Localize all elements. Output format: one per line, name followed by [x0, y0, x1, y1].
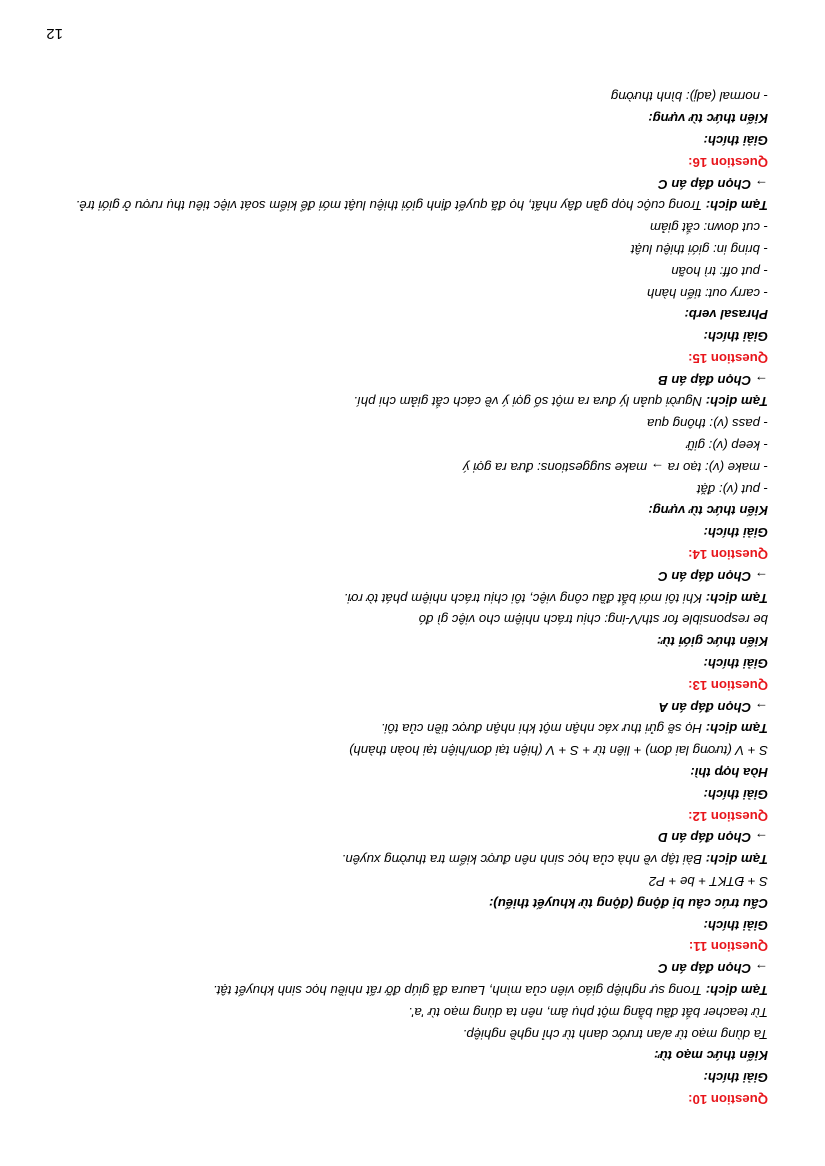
bold-line: Giải thích: — [703, 917, 768, 933]
bold-line: Kiến thức giới từ: — [656, 634, 768, 650]
bold-line: Kiến thức từ vựng: — [648, 503, 768, 519]
translation-text: Họ sẽ gửi thư xác nhận một khi nhận được tiền của tôi. — [380, 721, 706, 737]
bold-line: Giải thích: — [703, 1070, 768, 1086]
translation-text: Trong cuộc họp gần đây nhất, họ đã quyết định giới thiệu luật mới để kiểm soát việc tiêu thụ rượu ở giới trẻ. — [75, 198, 706, 214]
answer-explanations — [56, 86, 768, 1110]
translation-label: Tạm dịch: — [705, 394, 768, 410]
translation-label: Tạm dịch: — [705, 198, 768, 214]
translation-text: Bài tập về nhà của học sinh nên được kiểm tra thường xuyên. — [341, 852, 706, 868]
translation-label: Tạm dịch: — [705, 721, 768, 737]
text-line: - make (v): tạo ra → make suggestions: đưa ra gợi ý — [462, 459, 768, 475]
text-line: Từ teacher bắt đầu bằng một phụ âm, nên ta dùng mạo từ 'a'. — [408, 1004, 768, 1020]
bold-line: Kiến thức từ vựng: — [648, 111, 768, 127]
translation-line — [56, 979, 768, 1001]
translation-line — [56, 848, 768, 870]
translation-line — [56, 718, 768, 740]
question-heading: Question 14: — [688, 547, 768, 563]
bold-line: Cấu trúc câu bị động (động từ khuyết thiếu): — [488, 895, 768, 911]
bold-line: Hòa hợp thì: — [690, 765, 768, 781]
bold-line: Giải thích: — [703, 656, 768, 672]
bold-line: → Chọn đáp án C — [658, 568, 768, 584]
question-heading: Question 10: — [688, 1092, 768, 1107]
bold-line: Giải thích: — [703, 786, 768, 802]
text-line: Ta dùng mạo từ a/an trước danh từ chỉ nghề nghiệp. — [462, 1026, 768, 1042]
text-line: - pass (v): thông qua — [647, 416, 768, 432]
translation-label: Tạm dịch: — [705, 852, 768, 868]
text-line: - cut down: cắt giảm — [649, 220, 768, 236]
bold-line: Giải thích: — [703, 329, 768, 345]
translation-text: Khi tôi mới bắt đầu công việc, tôi chịu trách nhiệm phát tờ rơi. — [343, 590, 706, 606]
text-line: - normal (adj): bình thường — [610, 89, 768, 105]
question-heading: Question 15: — [688, 350, 768, 366]
text-line: S + V (tương lai đơn) + liên từ + S + V (hiện tại đơn/hiện tại hoàn thành) — [349, 743, 768, 759]
question-heading: Question 13: — [688, 677, 768, 693]
bold-line: → Chọn đáp án C — [658, 176, 768, 192]
text-line: - put off: trì hoãn — [671, 263, 768, 279]
text-line: - put (v): đặt — [696, 481, 768, 497]
question-heading: Question 12: — [688, 808, 768, 824]
text-line: - bring in: giới thiệu luật — [631, 241, 768, 257]
text-line: - keep (v): giữ — [686, 438, 768, 454]
translation-line — [56, 587, 768, 609]
translation-line — [56, 195, 768, 217]
question-heading: Question 16: — [688, 154, 768, 170]
translation-text: Người quản lý đưa ra một số gợi ý về cách cắt giảm chi phí. — [353, 394, 706, 410]
bold-line: Giải thích: — [703, 132, 768, 148]
translation-text: Trong sự nghiệp giáo viên của mình, Laura đã giúp đỡ rất nhiều học sinh khuyết tật. — [213, 983, 706, 999]
question-heading: Question 11: — [688, 939, 768, 955]
text-line: be responsible for sth/V-ing: chịu trách nhiệm cho việc gì đó — [418, 612, 768, 628]
text-line: - carry out: tiến hành — [647, 285, 768, 301]
text-line: S + ĐTKT + be + P2 — [648, 874, 768, 890]
bold-line: → Chọn đáp án A — [658, 699, 768, 715]
page-number: 12 — [46, 25, 63, 42]
bold-line: → Chọn đáp án D — [658, 830, 768, 846]
translation-label: Tạm dịch: — [705, 983, 768, 999]
bold-line: Phrasal verb: — [684, 307, 768, 323]
translation-label: Tạm dịch: — [705, 590, 768, 606]
translation-line — [56, 391, 768, 413]
bold-line: Giải thích: — [703, 525, 768, 541]
bold-line: → Chọn đáp án C — [658, 961, 768, 977]
bold-line: Kiến thức mạo từ: — [653, 1048, 768, 1064]
bold-line: → Chọn đáp án B — [658, 372, 768, 388]
